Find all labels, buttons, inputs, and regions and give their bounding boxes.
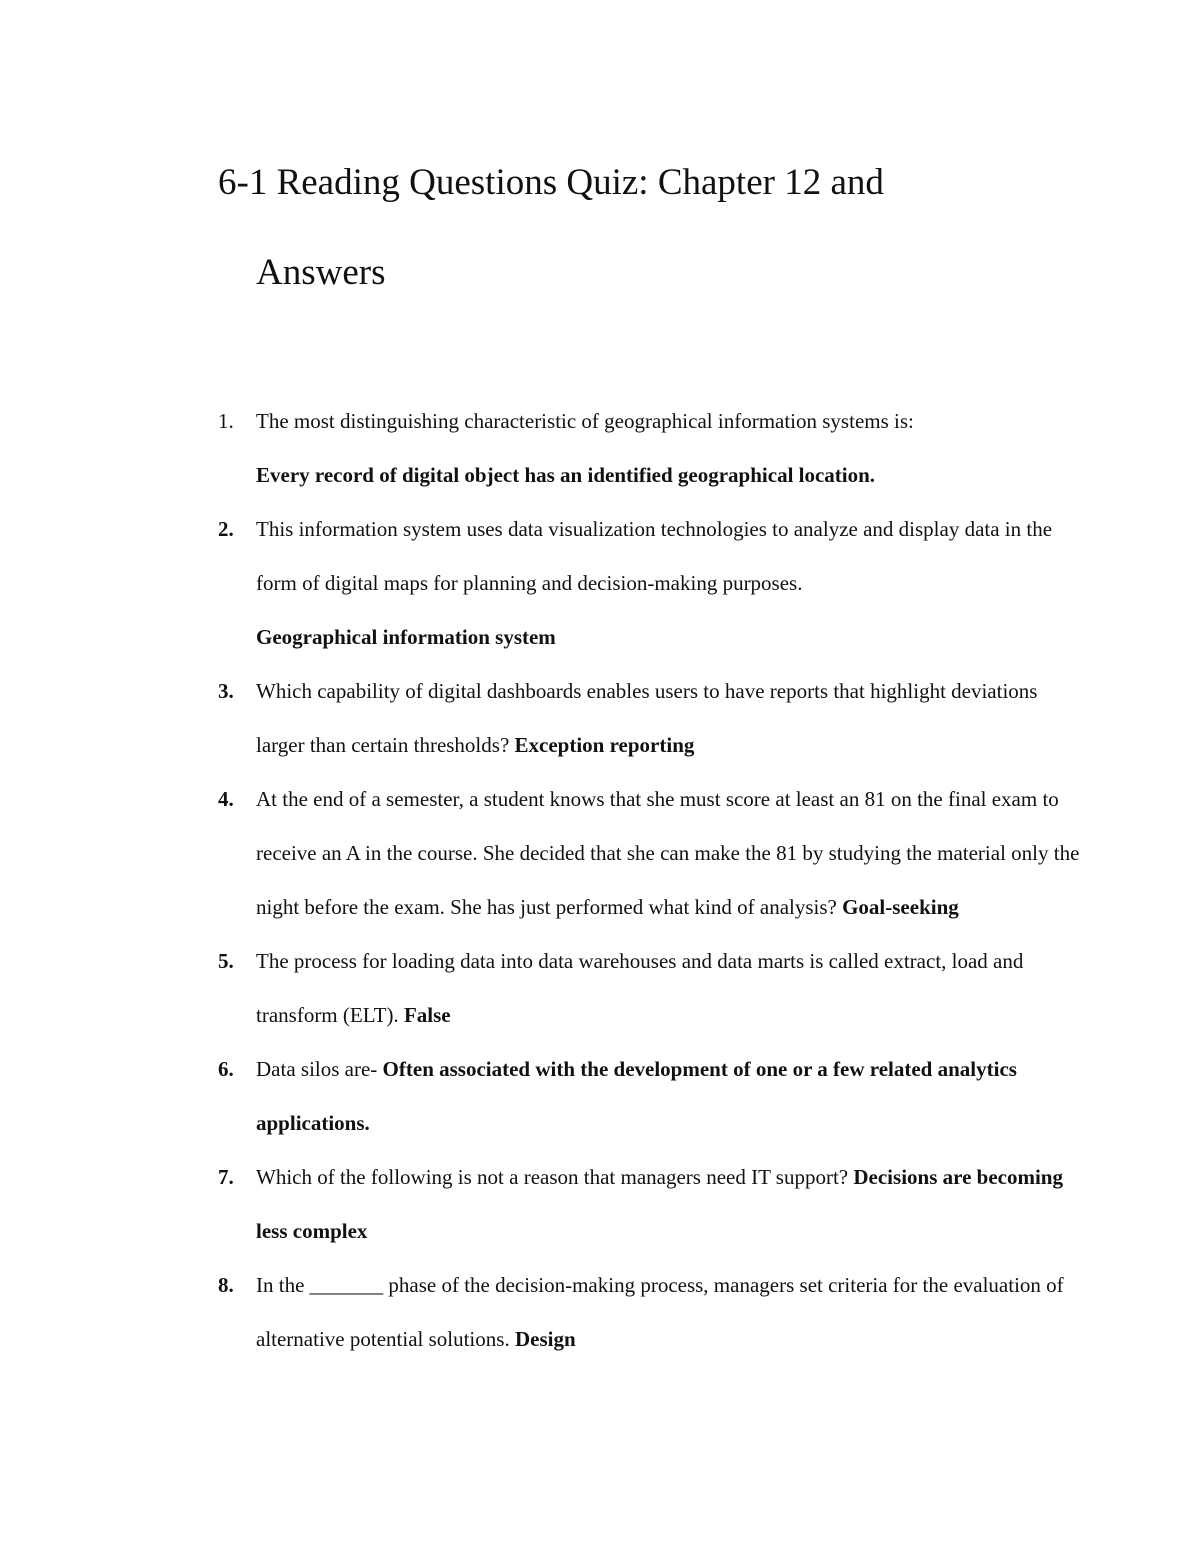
title-line-1: 6-1 Reading Questions Quiz: Chapter 12 and [218, 162, 884, 203]
question-number: 3. [218, 679, 234, 703]
question-answer: Every record of digital object has an identified geographical location. [256, 463, 876, 487]
question-item [218, 502, 1088, 664]
question-number: 7. [218, 1165, 234, 1189]
question-answer: Often associated with the development of one or a few related analytics applications. [256, 1057, 1017, 1135]
question-item [218, 664, 1088, 772]
question-answer: False [403, 1003, 451, 1027]
question-answer: Decisions are becoming less complex [256, 1165, 1063, 1243]
question-number: 4. [218, 787, 234, 811]
question-item [218, 934, 1088, 1042]
question-text: The most distinguishing characteristic of geographical information systems is: [256, 409, 914, 433]
question-text: The process for loading data into data warehouses and data marts is called extract, load and transform (ELT). [256, 949, 1024, 1027]
question-answer: Geographical information system [256, 625, 556, 649]
question-answer: Design [514, 1327, 576, 1351]
question-item [218, 1042, 1088, 1150]
question-item [218, 1258, 1088, 1366]
title-line-2: Answers [256, 252, 386, 293]
question-text: In the _______ phase of the decision-making process, managers set criteria for the evaluation of alternative potential solutions. [256, 1273, 1064, 1351]
question-answer: Exception reporting [514, 733, 695, 757]
question-number: 5. [218, 949, 234, 973]
question-text: Which of the following is not a reason that managers need IT support? [256, 1165, 849, 1189]
question-text: Data silos are- [256, 1057, 378, 1081]
page-title [218, 138, 1078, 318]
question-item [218, 772, 1088, 934]
question-number: 1. [218, 409, 234, 433]
question-text: Which capability of digital dashboards enables users to have reports that highlight deviations larger than certain thresholds? [256, 679, 1038, 757]
question-text: This information system uses data visualization technologies to analyze and display data in the form of digital maps for planning and decision-making purposes. [256, 517, 1053, 595]
question-item [218, 1150, 1088, 1258]
question-number: 8. [218, 1273, 234, 1297]
question-answer: Goal-seeking [842, 895, 959, 919]
question-list [218, 394, 1088, 1366]
question-number: 2. [218, 517, 234, 541]
question-text: At the end of a semester, a student knows that she must score at least an 81 on the final exam to receive an A in the course. She decided that she can make the 81 by studying the material only the night before the exam. She has just performed what kind of analysis? [256, 787, 1080, 919]
question-item [218, 394, 1088, 502]
question-number: 6. [218, 1057, 234, 1081]
